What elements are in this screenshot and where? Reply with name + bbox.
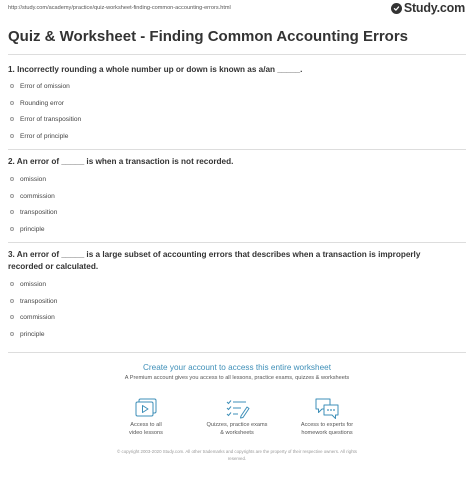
title-divider <box>8 54 466 55</box>
copyright-line: reserved. <box>227 455 247 461</box>
feature-caption-line: homework questions <box>301 429 353 436</box>
radio-button[interactable] <box>10 134 14 138</box>
answer-option[interactable] <box>8 224 45 234</box>
answer-label: commission <box>20 313 55 321</box>
answer-label: principle <box>20 330 45 338</box>
feature-caption <box>301 422 353 437</box>
answer-label: transposition <box>20 297 58 305</box>
study-logo[interactable] <box>391 1 465 15</box>
question-3 <box>8 249 464 338</box>
radio-button[interactable] <box>10 194 14 198</box>
page-title: Quiz & Worksheet - Finding Common Accounting Errors <box>8 28 409 45</box>
feature-caption <box>207 422 268 437</box>
radio-button[interactable] <box>10 227 14 231</box>
answer-option[interactable] <box>8 114 81 124</box>
answer-label: commission <box>20 192 55 200</box>
question-divider <box>8 242 466 243</box>
answer-option[interactable] <box>8 207 57 217</box>
answer-label: transposition <box>20 208 58 216</box>
answer-option[interactable] <box>8 174 46 184</box>
radio-button[interactable] <box>10 332 14 336</box>
feature-experts <box>287 396 367 437</box>
radio-button[interactable] <box>10 299 14 303</box>
feature-quizzes <box>197 396 277 437</box>
question-text-line: recorded or calculated. <box>8 262 99 271</box>
question-1 <box>8 64 464 140</box>
feature-caption-line: Access to experts for <box>300 422 354 428</box>
feature-caption-line: video lessons <box>129 429 163 436</box>
radio-button[interactable] <box>10 282 14 286</box>
feature-caption-line: & worksheets <box>220 429 254 436</box>
answer-option[interactable] <box>8 279 46 289</box>
answer-option[interactable] <box>8 98 64 108</box>
page-url: http://study.com/academy/practice/quiz-worksheet-finding-common-accounting-errors.html <box>8 5 231 11</box>
footer-divider <box>8 352 466 353</box>
question-2 <box>8 156 464 233</box>
answer-label: Error of omission <box>20 82 70 90</box>
answer-label: principle <box>20 225 45 233</box>
create-account-link[interactable]: Create your account to access this entire worksheet <box>143 363 331 372</box>
checkmark-icon <box>391 3 402 14</box>
premium-description: A Premium account gives you access to all lessons, practice exams, quizzes & worksheets <box>124 375 350 381</box>
question-text-line: 3. An error of _____ is a large subset of accounting errors that describes when a transaction is improperly <box>8 250 421 259</box>
answer-option[interactable] <box>8 329 45 339</box>
answer-label: omission <box>20 175 47 183</box>
question-text: 2. An error of _____ is when a transaction is not recorded. <box>8 157 234 166</box>
radio-button[interactable] <box>10 315 14 319</box>
radio-button[interactable] <box>10 101 14 105</box>
radio-button[interactable] <box>10 84 14 88</box>
answer-option[interactable] <box>8 296 57 306</box>
brand-name: Study.com <box>403 1 465 15</box>
quiz-checklist-icon <box>224 396 250 420</box>
feature-video-lessons <box>106 396 186 437</box>
feature-caption-line: Quizzes, practice exams <box>206 422 268 428</box>
radio-button[interactable] <box>10 177 14 181</box>
question-text <box>8 249 464 273</box>
question-text: 1. Incorrectly rounding a whole number up or down is known as a/an _____. <box>8 65 303 74</box>
feature-caption-line: Access to all <box>130 422 162 428</box>
answer-label: omission <box>20 280 47 288</box>
feature-caption <box>129 422 163 437</box>
answer-label: Error of principle <box>20 132 69 140</box>
radio-button[interactable] <box>10 117 14 121</box>
answer-label: Error of transposition <box>20 115 82 123</box>
answer-option[interactable] <box>8 131 68 141</box>
copyright-line: © copyright 2003-2020 Study.com. All other trademarks and copyrights are the property of their respective owners. All rights <box>117 449 357 454</box>
video-lessons-icon <box>133 396 159 420</box>
copyright-notice <box>80 449 394 462</box>
question-divider <box>8 149 466 150</box>
answer-option[interactable] <box>8 191 55 201</box>
answer-label: Rounding error <box>20 99 64 107</box>
chat-experts-icon <box>314 396 340 420</box>
answer-option[interactable] <box>8 312 55 322</box>
radio-button[interactable] <box>10 210 14 214</box>
answer-option[interactable] <box>8 81 70 91</box>
